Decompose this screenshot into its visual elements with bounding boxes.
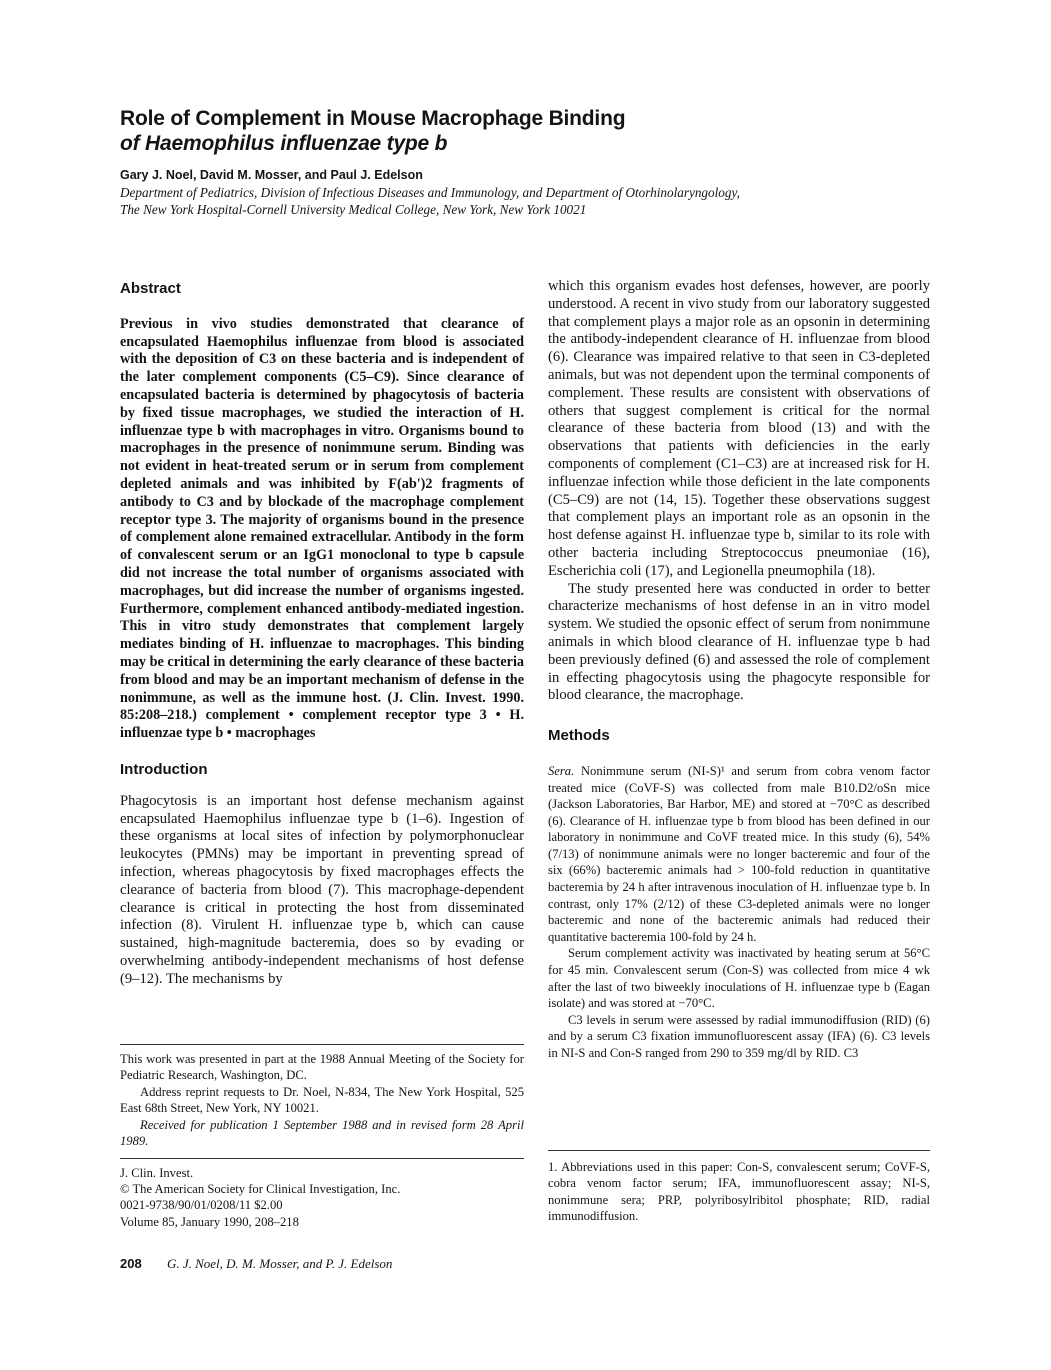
author-list: Gary J. Noel, David M. Mosser, and Paul J. Edelson xyxy=(120,168,423,182)
methods-paragraph-1 xyxy=(548,763,930,946)
introduction-text: Phagocytosis is an important host defense mechanism against encapsulated Haemophilus influenzae type b (1–6). Ingestion of these organisms at local sites of infection by polymorphonuclear leukocytes (PMNs) may be important in preventing spread of infection, whereas phagocytosis by fixed macrophages effects the clearance of bacteria from blood (7). This macrophage-dependent clearance is critical in protecting the host from disseminated infection (8). Virulent H. influenzae type b, which can cause sustained, high-magnitude bacteremia, does so by evading or overwhelming antibody-independent mechanisms of host defense (9–12). The mechanisms by xyxy=(120,792,524,987)
running-authors: G. J. Noel, D. M. Mosser, and P. J. Edelson xyxy=(166,1256,393,1271)
title-line-2: of Haemophilus influenzae type b xyxy=(120,132,448,155)
affiliation-line-1: Department of Pediatrics, Division of Infectious Diseases and Immunology, and Department of Otorhinolaryngology, xyxy=(120,185,740,200)
methods-paragraph-3: C3 levels in serum were assessed by radial immunodiffusion (RID) (6) and by a serum C3 fixation immunofluorescent assay (IFA) (6). C3 levels in NI-S and Con-S ranged from 290 to 359 mg/dl by RID. C3 xyxy=(548,1012,930,1061)
journal-divider xyxy=(120,1158,524,1159)
issn-price: 0021-9738/90/01/0208/11 $2.00 xyxy=(120,1198,283,1213)
footnotes-left xyxy=(120,1044,524,1149)
footnote-received: Received for publication 1 September 1988 and in revised form 28 April 1989. xyxy=(120,1117,524,1149)
footnote-presentation: This work was presented in part at the 1988 Annual Meeting of the Society for Pediatric Research, Washington, DC. xyxy=(120,1052,524,1083)
footnote-reprint: Address reprint requests to Dr. Noel, N-834, The New York Hospital, 525 East 68th Street, New York, NY 10021. xyxy=(120,1084,524,1116)
right-column xyxy=(548,278,930,1062)
abbreviations-footnote xyxy=(548,1150,930,1225)
page-number: 208 xyxy=(120,1256,142,1271)
sera-subheading: Sera. xyxy=(548,763,575,778)
affiliation xyxy=(120,184,920,218)
journal-info xyxy=(120,1158,524,1230)
methods-heading: Methods xyxy=(548,727,610,745)
copyright: © The American Society for Clinical Investigation, Inc. xyxy=(120,1182,401,1197)
title-line-1: Role of Complement in Mouse Macrophage Binding xyxy=(120,107,626,130)
methods-section xyxy=(548,763,930,1062)
methods-paragraph-2: Serum complement activity was inactivated by heating serum at 56°C for 45 min. Convalescent serum (Con-S) was collected from mice 4 wk after the last of two biweekly inoculations of H. influenzae type b (Eagan isolate) and was stored at −70°C. xyxy=(548,946,930,1011)
volume-info: Volume 85, January 1990, 208–218 xyxy=(120,1214,299,1229)
introduction-heading: Introduction xyxy=(120,760,208,778)
abstract-text: Previous in vivo studies demonstrated that clearance of encapsulated Haemophilus influenzae from blood is associated with the deposition of C3 on these bacteria and is independent of the later complement components (C5–C9). Since clearance of encapsulated bacteria is determined by phagocytosis of bacteria by fixed tissue macrophages, we studied the interaction of H. influenzae type b with macrophages in vitro. Organisms bound to macrophages in the presence of nonimmune serum. Binding was not evident in heat-treated serum or in serum from complement depleted animals and was inhibited by F(ab')2 fragments of antibody to C3 and by blockade of the macrophage complement receptor type 3. The majority of organisms bound in the presence of complement alone remained extracellular. Antibody in the form of convalescent serum or an IgG1 monoclonal to type b capsule did not increase the total number of organisms associated with macrophages, but did increase the number of organisms ingested. Furthermore, complement enhanced antibody-mediated ingestion. This in vitro study demonstrates that complement largely mediates binding of H. influenzae to macrophages. This binding may be critical in determining the early clearance of these bacteria from blood and may be an important mechanism of defense in the nonimmune, as well as the immune host. (J. Clin. Invest. 1990. 85:208–218.) complement • complement receptor type 3 • H. influenzae type b • macrophages xyxy=(120,315,524,742)
page-footer xyxy=(120,1256,392,1272)
left-column xyxy=(120,278,524,988)
affiliation-line-2: The New York Hospital-Cornell University Medical College, New York, New York 10021 xyxy=(120,202,587,217)
abbreviations-divider xyxy=(548,1150,930,1151)
footnote-divider xyxy=(120,1044,524,1045)
abstract-heading: Abstract xyxy=(120,280,181,297)
abbreviations-text: 1. Abbreviations used in this paper: Con-S, convalescent serum; CoVF-S, cobra venom factor serum; IFA, immunofluorescent assay; NI-S, nonimmune sera; PRP, polyribosylribitol phosphate; RID, radial immunodiffusion. xyxy=(548,1160,930,1224)
journal-name: J. Clin. Invest. xyxy=(120,1166,194,1180)
right-paragraph-2: The study presented here was conducted in order to better characterize mechanisms of host defense in an in vitro model system. We studied the opsonic effect of serum from nonimmune animals in which blood clearance of H. influenzae type b had been previously defined (6) and assessed the role of complement in effecting phagocytosis using the phagocyte responsible for blood clearance, the macrophage. xyxy=(548,580,930,704)
article-title xyxy=(120,106,880,156)
right-paragraph-1: which this organism evades host defenses, however, are poorly understood. A recent in vivo study from our laboratory suggested that complement plays a major role as an opsonin in determining the antibody-independent clearance of H. influenzae from blood (6). Clearance was impaired relative to that seen in C3-depleted animals, but was not dependent upon the terminal components of complement. These results are consistent with observations of others that suggest complement is critical for the normal clearance of these bacteria from blood (13) and with the observations that patients with deficiencies in the early components of complement (C1–C3) are at increased risk for H. influenzae infection while those deficient in the late components (C5–C9) are not (14, 15). Together these observations suggest that complement plays an important role as an opsonin in the host defense against H. influenzae type b, similar to its role with other bacteria including Streptococcus pneumoniae (16), Escherichia coli (17), and Legionella pneumophila (18). xyxy=(548,278,930,579)
methods-paragraph-1-text: Nonimmune serum (NI-S)¹ and serum from cobra venom factor treated mice (CoVF-S) was collected from male B10.D2/oSn mice (Jackson Laboratories, Bar Harbor, ME) and stored at −70°C as described (6). Clearance of H. influenzae type b from blood has been defined in our laboratory in nonimmune and CoVF treated mice. In this study (6), 54% (7/13) of nonimmune animals were no longer bacteremic and four of the six (66%) bacteremic animals had > 100-fold reduction in quantitative bacteremia by 24 h after intravenous inoculation of H. influenzae type b. In contrast, only 17% (2/12) of these C3-depleted animals were no longer bacteremic and none of the bacteremic animals had reduced their quantitative bacteremia 100-fold by 24 h. xyxy=(548,763,930,944)
